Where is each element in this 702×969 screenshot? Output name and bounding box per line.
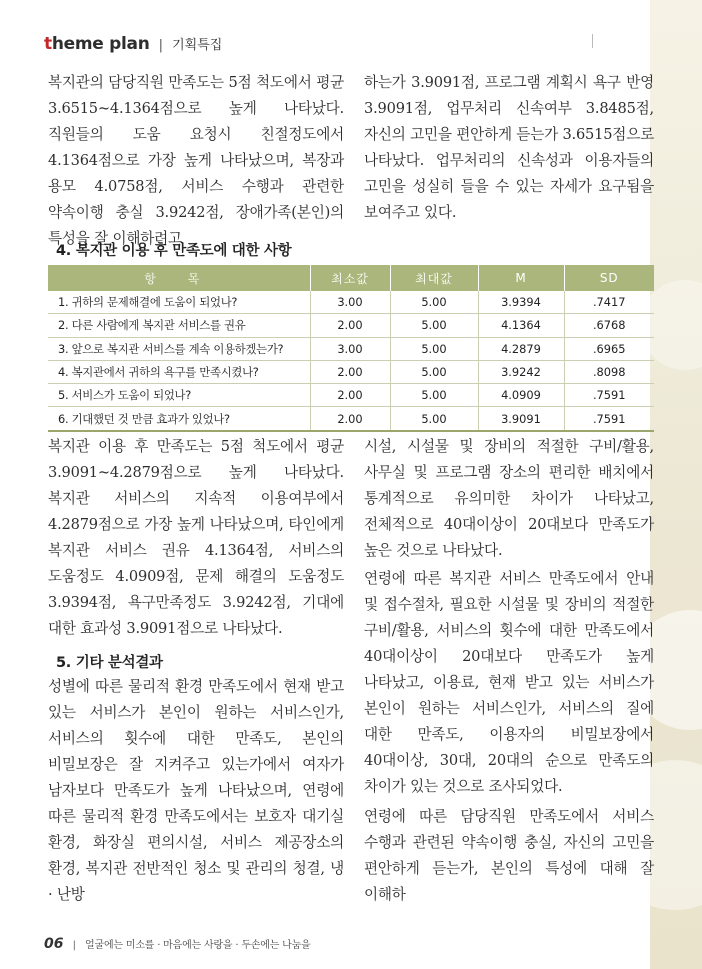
brand-logo: [44, 34, 150, 54]
cell-sd: .7591: [564, 384, 654, 407]
cell-max: 5.00: [390, 407, 478, 431]
section-label: 기획특집: [172, 38, 223, 53]
cell-item: 1. 귀하의 문제해결에 도움이 되었나?: [48, 291, 310, 314]
cell-min: 2.00: [310, 314, 390, 337]
table-row: [48, 337, 654, 360]
cell-sd: .7591: [564, 407, 654, 431]
cell-sd: .8098: [564, 360, 654, 383]
cell-item: 5. 서비스가 도움이 되었나?: [48, 384, 310, 407]
cell-mean: 3.9242: [478, 360, 564, 383]
cell-max: 5.00: [390, 291, 478, 314]
cell-item: 2. 다른 사람에게 복지관 서비스를 권유: [48, 314, 310, 337]
cell-min: 2.00: [310, 384, 390, 407]
cell-item: 3. 앞으로 복지관 서비스를 계속 이용하겠는가?: [48, 337, 310, 360]
table-header-row: [48, 265, 654, 291]
cell-max: 5.00: [390, 360, 478, 383]
col-header-mean: M: [478, 265, 564, 291]
page-header: [44, 34, 222, 56]
page-footer: [44, 933, 311, 952]
paragraph-age-service-analysis: 연령에 따른 복지관 서비스 만족도에서 안내 및 접수절차, 필요한 시설물 및 장비의 적절한 구비/활용, 서비스의 횟수에 대한 만족도에서 40대이상이 20대보다 만족도가 높게 나타났고, 이용료, 현재 받고 있는 서비스가 본인이 원하는 서비스인가, 서비스의 질에 대한 만족도, 이용자의 비밀보장에서 40대이상, 30대, 20대의 순으로 만족도의 차이가 있는 것으로 조사되었다.: [364, 570, 654, 795]
cell-mean: 4.2879: [478, 337, 564, 360]
col-header-item: 항 목: [48, 265, 310, 291]
footer-separator: |: [72, 940, 76, 951]
table-row: [48, 291, 654, 314]
page-number: 06: [44, 936, 64, 952]
cell-max: 5.00: [390, 314, 478, 337]
paragraph-staff-satisfaction-cont: 하는가 3.9091점, 프로그램 계획시 욕구 반영 3.9091점, 업무처리 신속여부 3.8485점, 자신의 고민을 편안하게 듣는가 3.6515점으로 나타났다. 업무처리의 신속성과 이용자들의 고민을 성실히 들을 수 있는 자세가 요구됨을 보여주고 있다.: [364, 74, 654, 221]
col-header-min: 최소값: [310, 265, 390, 291]
satisfaction-table: [48, 265, 654, 432]
table-row: [48, 314, 654, 337]
paragraph-staff-satisfaction: 복지관의 담당직원 만족도는 5점 척도에서 평균 3.6515~4.1364점으로 높게 나타났다. 직원들의 도움 요청시 친절정도에서 4.1364점으로 가장 높게 나타났으며, 복장과 용모 4.0758점, 서비스 수행과 관련한 약속이행 충실 3.9242점, 장애가족(본인)의 특성을 잘 이해하려고: [48, 74, 344, 247]
footer-tagline: 얼굴에는 미소를 · 마음에는 사랑을 · 두손에는 나눔을: [85, 940, 311, 951]
cell-mean: 4.0909: [478, 384, 564, 407]
table-row: [48, 384, 654, 407]
cell-min: 3.00: [310, 337, 390, 360]
cell-max: 5.00: [390, 384, 478, 407]
cell-mean: 3.9091: [478, 407, 564, 431]
brand-prefix: t: [44, 34, 52, 54]
cell-min: 2.00: [310, 407, 390, 431]
cell-item: 4. 복지관에서 귀하의 욕구를 만족시켰나?: [48, 360, 310, 383]
header-separator: |: [158, 38, 163, 53]
col-header-sd: SD: [564, 265, 654, 291]
paragraph-after-use-satisfaction: 복지관 이용 후 만족도는 5점 척도에서 평균 3.9091~4.2879점으로 높게 나타났다. 복지관 서비스의 지속적 이용여부에서 4.2879점으로 가장 높게 나타났으며, 타인에게 복지관 서비스 권유 4.1364점, 서비스의 도움정도 4.0909점, 문제 해결의 도움정도 3.9394점, 욕구만족정도 3.9242점, 기대에 대한 효과성 3.9091점으로 나타났다.: [48, 438, 344, 637]
header-tick-mark: [592, 34, 593, 48]
col-header-max: 최대값: [390, 265, 478, 291]
table-row: [48, 407, 654, 431]
paragraph-gender-analysis: 성별에 따른 물리적 환경 만족도에서 현재 받고 있는 서비스가 본인이 원하는 서비스인가, 서비스의 횟수에 대한 만족도, 본인의 비밀보장은 잘 지켜주고 있는가에서 여자가 남자보다 만족도가 높게 나타났으며, 연령에 따른 물리적 환경 만족도에서는 보호자 대기실 환경, 화장실 편의시설, 서비스 제공장소의 환경, 복지관 전반적인 청소 및 관리의 청결, 냉 · 난방: [48, 678, 344, 903]
cell-min: 2.00: [310, 360, 390, 383]
cell-max: 5.00: [390, 337, 478, 360]
paragraph-age-staff-analysis: 연령에 따른 담당직원 만족도에서 서비스 수행과 관련된 약속이행 충실, 자신의 고민을 편안하게 듣는가, 본인의 특성에 대해 잘 이해하: [364, 808, 654, 903]
brand-rest: heme plan: [51, 34, 150, 54]
cell-mean: 4.1364: [478, 314, 564, 337]
cell-sd: .6965: [564, 337, 654, 360]
table-row: [48, 360, 654, 383]
paragraph-facility-analysis: 시설, 시설물 및 장비의 적절한 구비/활용, 사무실 및 프로그램 장소의 편리한 배치에서 통계적으로 유의미한 차이가 나타났고,전체적으로 40대이상이 20대보다 만족도가 높은 것으로 나타났다.: [364, 438, 654, 559]
cell-mean: 3.9394: [478, 291, 564, 314]
cell-item: 6. 기대했던 것 만큼 효과가 있었나?: [48, 407, 310, 431]
cell-min: 3.00: [310, 291, 390, 314]
cell-sd: .6768: [564, 314, 654, 337]
section-title-4: 4. 복지관 이용 후 만족도에 대한 사항: [56, 243, 292, 259]
cell-sd: .7417: [564, 291, 654, 314]
section-title-5: 5. 기타 분석결과: [56, 655, 163, 671]
